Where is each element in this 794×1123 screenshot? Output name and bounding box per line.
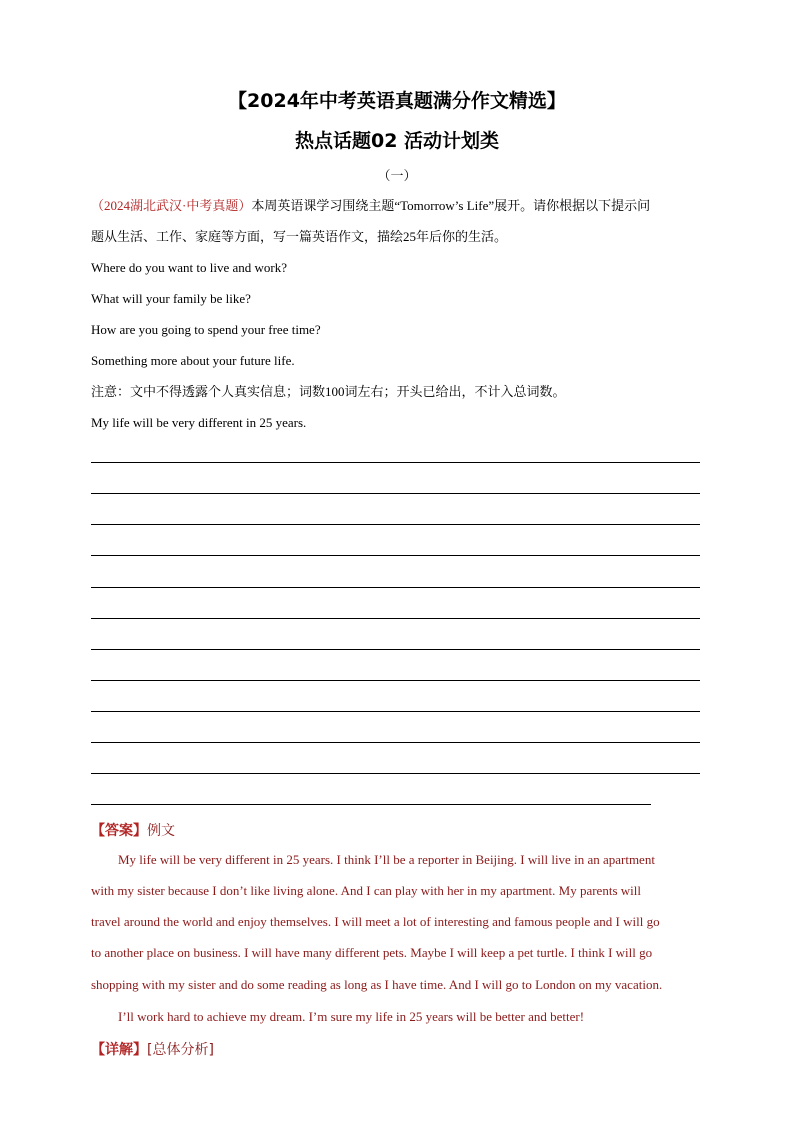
prompt-line-1: 本周英语课学习围绕主题“Tomorrow’s Life”展开。请你根据以下提示问 bbox=[251, 198, 651, 213]
writing-line bbox=[91, 587, 700, 588]
answer-label bbox=[91, 820, 175, 840]
answer-line: My life will be very different in 25 years. I think I’ll be a reporter in Beijing. I will live in an apartment bbox=[118, 852, 655, 867]
hint-item: How are you going to spend your free time? bbox=[91, 322, 321, 337]
hint-item: What will your family be like? bbox=[91, 291, 251, 306]
part-label: （一） bbox=[377, 168, 417, 183]
writing-line bbox=[91, 804, 651, 805]
analysis-tag: 【详解】 bbox=[91, 1042, 147, 1058]
writing-line bbox=[91, 462, 700, 463]
answer-suffix: 例文 bbox=[147, 823, 175, 839]
page-title: 【2024年中考英语真题满分作文精选】 bbox=[228, 90, 566, 112]
writing-line bbox=[91, 711, 700, 712]
answer-line: I’ll work hard to achieve my dream. I’m sure my life in 25 years will be better and better! bbox=[118, 1009, 585, 1024]
answer-line: to another place on business. I will have many different pets. Maybe I will keep a pet turtle. I think I will go bbox=[91, 945, 653, 960]
answer-line: with my sister because I don’t like living alone. And I can play with her in my apartment. My parents will bbox=[91, 883, 641, 898]
hint-item: Something more about your future life. bbox=[91, 353, 295, 368]
writing-line bbox=[91, 773, 700, 774]
question-prompt bbox=[91, 197, 650, 215]
writing-line bbox=[91, 649, 700, 650]
writing-line bbox=[91, 524, 700, 525]
writing-line bbox=[91, 680, 700, 681]
writing-line bbox=[91, 493, 700, 494]
analysis-label bbox=[91, 1039, 214, 1059]
opening-sentence: My life will be very different in 25 years. bbox=[91, 415, 307, 430]
prompt-line-2: 题从生活、工作、家庭等方面，写一篇英语作文，描绘25年后你的生活。 bbox=[91, 229, 508, 244]
writing-line bbox=[91, 742, 700, 743]
note-text: 注意：文中不得透露个人真实信息；词数100词左右；开头已给出，不计入总词数。 bbox=[91, 384, 566, 399]
answer-tag: 【答案】 bbox=[91, 823, 147, 839]
analysis-suffix: [总体分析] bbox=[147, 1042, 214, 1058]
answer-line: shopping with my sister and do some reading as long as I have time. And I will go to London on my vacation. bbox=[91, 977, 663, 992]
question-source: （2024湖北武汉·中考真题） bbox=[91, 198, 252, 213]
page-subtitle: 热点话题02 活动计划类 bbox=[294, 130, 500, 152]
writing-line bbox=[91, 618, 700, 619]
answer-line: travel around the world and enjoy themselves. I will meet a lot of interesting and famous people and I will go bbox=[91, 914, 660, 929]
writing-line bbox=[91, 555, 700, 556]
hint-item: Where do you want to live and work? bbox=[91, 260, 288, 275]
